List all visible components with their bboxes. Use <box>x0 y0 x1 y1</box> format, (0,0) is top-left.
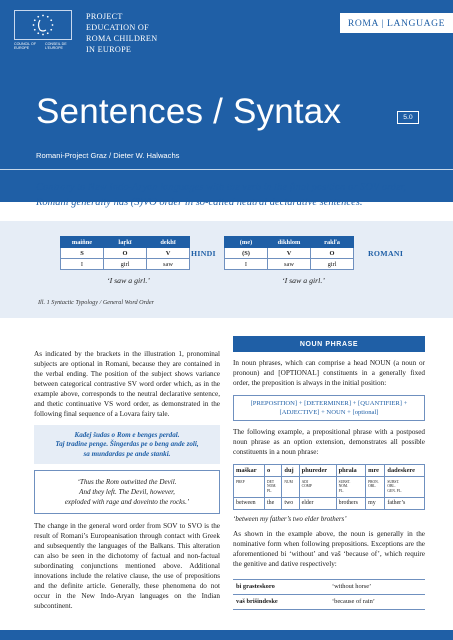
np-gloss-line: OBL. <box>387 484 396 489</box>
right-paragraph-2: The following example, a prepositional phrase with a postposed noun phrase as an option extension, demonstrates all possible constituents in a noun phrase: <box>233 427 425 456</box>
np-word: duj <box>282 464 299 476</box>
romani-gloss: girl <box>311 259 354 270</box>
noun-phrase-translation: ‘between my father’s two elder brothers’ <box>233 514 347 523</box>
star-mark <box>47 16 49 18</box>
logo-caption-en: COUNCIL OF EUROPE <box>14 42 37 51</box>
left-paragraph-1: As indicated by the brackets in the illustration 1, pronominal subjects are optional in Romani, because they are contained in the verbal ending. The position of the subject shows variance between categorical contrastive SV word order which, as in the example above, corresponds to the neutral declarative sentence, and thetic continuative VS word order, as demonstrated in the following final sequence of a Lovara fairy tale. <box>34 350 220 418</box>
np-gloss-line: GEN. PL. <box>387 488 402 493</box>
np-gloss-line: PREP <box>236 479 245 484</box>
romani-word: rakľa <box>311 237 354 248</box>
table-row <box>234 476 425 497</box>
author-line: Romani-Project Graz / Dieter W. Halwachs <box>36 151 180 160</box>
np-gloss <box>385 476 425 497</box>
translation-line: And they left. The Devil, however, <box>79 488 175 497</box>
hindi-gloss: girl <box>104 259 147 270</box>
np-english: elder <box>299 497 336 509</box>
formula-line: [ADJECTIVE] + NOUN + [optional] <box>279 408 379 416</box>
example-english: ‘because of rain’ <box>329 594 425 609</box>
np-word: mre <box>366 464 385 476</box>
np-english: my <box>366 497 385 509</box>
hindi-translation: ‘I saw a girl.’ <box>107 276 150 285</box>
section-heading-noun-phrase: NOUN PHRASE <box>233 336 425 352</box>
romani-gloss: I <box>225 259 268 270</box>
romani-translation: ‘I saw a girl.’ <box>282 276 325 285</box>
hindi-label: S <box>61 248 104 259</box>
np-word: phrala <box>336 464 366 476</box>
hindi-label: O <box>104 248 147 259</box>
star-mark <box>34 19 36 21</box>
illustration-caption: Ill. 1 Syntactic Typology / General Word Order <box>38 299 155 306</box>
star-mark <box>50 19 52 21</box>
hindi-word: dekhī <box>147 237 190 248</box>
romani-label: V <box>268 248 311 259</box>
hindi-language-label: HINDI <box>191 249 216 258</box>
header-divider <box>0 169 453 170</box>
np-gloss-line: NUM <box>284 479 293 484</box>
quote-line: Kađej šudas o Rom e benges perdal. <box>74 430 180 439</box>
chapter-number: 5.0 <box>397 111 419 124</box>
hindi-gloss: I <box>61 259 104 270</box>
translation-line: exploded with rage and doveinto the rocks.’ <box>64 497 190 506</box>
star-mark <box>47 32 49 34</box>
np-word: maškar <box>234 464 265 476</box>
star-mark <box>33 24 35 26</box>
np-gloss-line: NOM. <box>267 484 277 489</box>
romani-label: O <box>311 248 354 259</box>
right-paragraph-3: As shown in the example above, the noun is generally in the nominative form when following prepositions. Exceptions are the aforementioned bi ‘without’ and vaš ‘because of’, which require the genitive and dative respectively: <box>233 529 425 568</box>
np-gloss <box>234 476 265 497</box>
header-band <box>0 0 453 202</box>
np-gloss <box>265 476 282 497</box>
series-badge-label: ROMA | LANGUAGE <box>347 17 446 29</box>
romani-label: (S) <box>225 248 268 259</box>
council-of-europe-logo <box>14 10 72 56</box>
hindi-label: V <box>147 248 190 259</box>
np-gloss <box>336 476 366 497</box>
star-mark <box>50 29 52 31</box>
np-english: brothers <box>336 497 366 509</box>
table-row <box>233 579 425 594</box>
hindi-table <box>60 236 190 270</box>
star-mark <box>42 15 44 17</box>
star-mark <box>37 16 39 18</box>
fairy-tale-quote <box>34 425 220 465</box>
table-row <box>234 464 425 476</box>
np-gloss-line: PL. <box>267 488 273 493</box>
np-gloss <box>282 476 299 497</box>
romani-gloss: saw <box>268 259 311 270</box>
hindi-word: maiñne <box>61 237 104 248</box>
left-column <box>34 350 220 612</box>
translation-line: ‘Thus the Rom outwitted the Devil. <box>77 478 177 487</box>
table-row <box>234 497 425 509</box>
example-romani: vaš brišindeske <box>233 594 329 609</box>
np-gloss-line: COMP <box>301 484 312 489</box>
np-gloss-line: NOM. <box>338 484 348 489</box>
star-mark <box>37 32 39 34</box>
np-word: phureder <box>299 464 336 476</box>
np-gloss-line: OBL. <box>368 484 377 489</box>
example-romani: bi grasteskoro <box>233 579 329 594</box>
right-paragraph-1: In noun phrases, which can comprise a head NOUN (a noun or pronoun) and [OPTIONAL] constituents in a generally fixed order, the preposition is always in the initial position: <box>233 359 425 387</box>
np-english: between <box>234 497 265 509</box>
logo-caption-fr: CONSEIL DE L'EUROPE <box>45 42 67 51</box>
quote-translation <box>34 470 220 514</box>
np-gloss-line: SUBST. <box>338 479 351 484</box>
np-gloss-line: ADJ <box>301 479 309 484</box>
np-english: the <box>265 497 282 509</box>
np-gloss-line: SUBST. <box>387 479 400 484</box>
project-line: ROMA CHILDREN <box>86 34 158 43</box>
np-gloss-line: PRON. <box>368 479 379 484</box>
hindi-gloss: saw <box>147 259 190 270</box>
left-paragraph-2: The change in the general word order from SOV to SVO is the result of Romani’s Europeanisation through contact with Greek and subsequently the languages of the Balkans. This alteration can also be seen in the dichotomy of factual and non-factual subordinating conjunctions mentioned above. Additional innovations include the relative clause, the use of prepositions and the definite article. Generally, these phenomena do not occur in the New Indo-Aryan languages on the Indian subcontinent. <box>34 522 220 610</box>
star-mark <box>34 29 36 31</box>
eu-stars-icon <box>14 10 72 40</box>
np-english: two <box>282 497 299 509</box>
np-gloss <box>299 476 336 497</box>
intro-text: Contrary to New Indo-Aryan languages with the verb in the final position or SOV order, Romani generally has (S)VO order in so-called neutral declarative sentences. <box>36 182 407 208</box>
example-english: ‘without horse’ <box>329 579 425 594</box>
romani-language-label: ROMANI <box>368 249 404 258</box>
table-row <box>233 594 425 609</box>
hindi-word: laŗkī <box>104 237 147 248</box>
np-english: father’s <box>385 497 425 509</box>
right-column <box>233 336 425 610</box>
noun-phrase-table <box>233 464 425 510</box>
project-line: IN EUROPE <box>86 45 132 54</box>
np-word: dadeskere <box>385 464 425 476</box>
footer-band <box>0 630 453 640</box>
noun-phrase-formula <box>233 395 425 421</box>
star-mark <box>42 34 44 36</box>
series-badge <box>340 13 453 33</box>
formula-line: [PREPOSITION] + [DETERMINER] + [QUANTIFIER] + <box>250 399 408 407</box>
quote-line: Taj tradine penge. Šingerdas pe o beng ande zoli, <box>55 440 199 449</box>
romani-table <box>224 236 354 270</box>
np-gloss-line: DET <box>267 479 275 484</box>
project-line: EDUCATION OF <box>86 23 149 32</box>
romani-word: (me) <box>225 237 268 248</box>
project-line: PROJECT <box>86 12 123 21</box>
illustration-word-order <box>0 221 453 318</box>
quote-line: sa mundardas pe ande stanki. <box>83 449 171 458</box>
preposition-examples-table <box>233 579 425 610</box>
np-word: o <box>265 464 282 476</box>
np-gloss <box>366 476 385 497</box>
page-title: Sentences / Syntax <box>36 92 342 131</box>
np-gloss-line: PL. <box>338 488 344 493</box>
project-label <box>86 11 157 55</box>
star-mark <box>52 24 54 26</box>
romani-word: dikhlom <box>268 237 311 248</box>
